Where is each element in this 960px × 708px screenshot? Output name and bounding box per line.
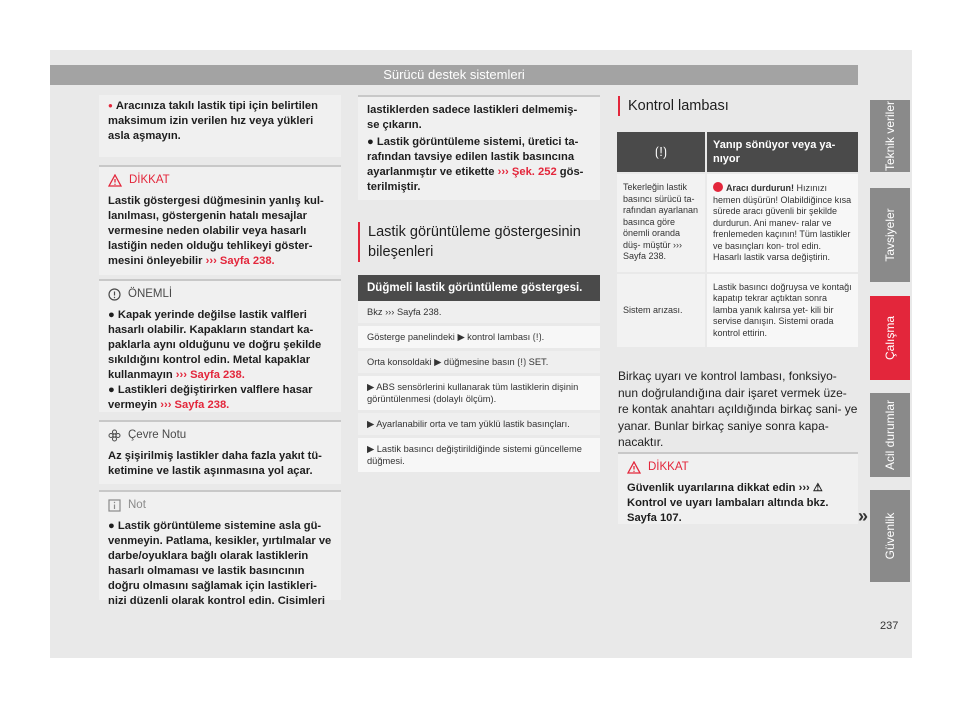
- not-continued-box: [358, 95, 600, 200]
- warning-icon: [108, 174, 122, 187]
- table-row: Bkz ››› Sayfa 238.: [358, 301, 600, 326]
- tab-teknik-veriler[interactable]: [870, 100, 910, 172]
- dikkat-text: Lastik göstergesi düğmesinin yanlış kul- lanılması, göstergenin hatalı mesajlar vermesine neden olabilir veya hasarlı lastiğin neden olduğu tehlikeyi göster- mesini önleyebilir: [108, 195, 324, 267]
- stop-icon: [713, 182, 723, 192]
- tab-label: Tavsiyeler: [883, 208, 897, 262]
- header-status: Yanıp sönüyor veya ya- nıyor: [713, 139, 836, 165]
- cont-text-1: lastiklerden sadece lastikleri delmemiş- se çıkarın.: [367, 104, 578, 131]
- row-action-text: Hızınızı hemen düşürün! Olabildiğince kısa sürede aracı güvenli bir şekilde durdurun. Ani manev- ralar ve frenlemeden kaçının! Tüm lastikler ve basınçları kon- trol edin. Hasarlı lastik varsa değiştirin.: [713, 183, 852, 262]
- bullet-icon: [108, 100, 116, 112]
- flower-icon: [108, 429, 121, 442]
- cont-text-2: ● Lastik görüntüleme sistemi, üretici ta- rafından tavsiye edilen lastik basıncına ayarlanmıştır ve etikette: [367, 136, 579, 178]
- dikkat-ref-link[interactable]: ››› Sayfa 238.: [205, 255, 275, 267]
- onemli-item2: ● Lastikleri değiştirirken valflere hasar vermeyin: [108, 384, 313, 411]
- right-dikkat-text: Güvenlik uyarılarına dikkat edin ››› ⚠ Kontrol ve uyarı lambaları altında bkz. Sayfa 107.: [627, 482, 829, 524]
- tab-label: Acil durumlar: [883, 399, 897, 471]
- page-number: 237: [880, 620, 899, 632]
- dikkat-label: DİKKAT: [648, 461, 689, 473]
- table-row: ▶ Lastik basıncı değiştirildiğinde sistemi güncelleme düğmesi.: [358, 438, 600, 475]
- table-row: [617, 172, 858, 272]
- tab-tavsiyeler[interactable]: [870, 188, 910, 282]
- not-box: [99, 490, 341, 607]
- tab-guvenlik[interactable]: [870, 490, 910, 582]
- tire-pressure-icon: ⟮!⟯: [617, 132, 707, 172]
- table-row: ▶ Ayarlanabilir orta ve tam yüklü lastik basınçları.: [358, 413, 600, 438]
- figure-ref-link[interactable]: ››› Şek. 252: [497, 166, 557, 178]
- continue-chevron-icon: »: [858, 506, 869, 526]
- onemli-item1: ● Kapak yerinde değilse lastik valfleri hasarlı olabilir. Kapakların standart ka- paklarla aynı olduğunu ve doğru şekilde sıkıldığını kontrol edin. Metal kapaklar kullanmayın: [108, 309, 322, 381]
- warning-lamp-table-header: [617, 132, 858, 172]
- table-row: [617, 272, 858, 348]
- tab-acil-durumlar[interactable]: [870, 393, 910, 477]
- warning-lamp-table: [617, 132, 858, 347]
- table-row: ▶ ABS sensörlerini kullanarak tüm lastiklerin dişinin görüntülenmesi (dolaylı ölçüm).: [358, 376, 600, 413]
- section-title: Lastik görüntüleme göstergesinin bileşenleri: [358, 222, 598, 262]
- table-row: Gösterge panelindeki ▶ kontrol lambası ⟮!⟯.: [358, 326, 600, 351]
- note-icon: [108, 499, 121, 512]
- components-table-header: Düğmeli lastik görüntüleme göstergesi.: [358, 275, 600, 301]
- row-action: Lastik basıncı doğruysa ve kontağı kapatıp tekrar açtıktan sonra lamba yanık kalırsa yet- kili bir servise danışın. Sistemi orada kontrol ettirin.: [707, 274, 858, 348]
- components-table: [358, 275, 600, 475]
- kontrol-lambasi-title: Kontrol lambası: [618, 96, 858, 116]
- dikkat-box: [99, 165, 341, 275]
- dikkat-header: [108, 170, 332, 190]
- intro-box: [99, 95, 341, 157]
- row-cause: Tekerleğin lastik basıncı sürücü ta- rafından ayarlanan basınca göre önemli oranda düş- müştür ››› Sayfa 238.: [617, 174, 707, 272]
- onemli-header: [108, 284, 332, 304]
- onemli-item2-ref[interactable]: ››› Sayfa 238.: [160, 399, 230, 411]
- cont-text-2-tail: gös- terilmiştir.: [367, 166, 584, 193]
- row-action: [707, 174, 858, 272]
- warning-icon: [627, 461, 641, 474]
- info-circle-icon: [108, 288, 121, 301]
- not-text: ● Lastik görüntüleme sistemine asla gü- venmeyin. Patlama, kesikler, yırtılmalar ve darbe/oyuklara bağlı olarak lastiklerin hasarlı olmaması ve lastik basıncının doğru olmasını sağlamak için lastikleri- nizi düzenli olarak kontrol edin. Cisimleri: [108, 520, 332, 607]
- cevre-text: Az şişirilmiş lastikler daha fazla yakıt tü- ketimine ve lastik aşınmasına yol açar.: [108, 450, 322, 477]
- row-action-bold: Aracı durdurun!: [726, 183, 795, 193]
- onemli-label: ÖNEMLİ: [128, 288, 173, 300]
- dikkat-label: DİKKAT: [129, 174, 170, 186]
- right-dikkat-box: [618, 452, 858, 524]
- tab-label: Teknik veriler: [883, 100, 897, 172]
- row-cause: Sistem arızası.: [617, 274, 707, 348]
- dikkat-header: [627, 457, 849, 477]
- tab-calisma[interactable]: [870, 296, 910, 380]
- table-row: Orta konsoldaki ▶ düğmesine basın ⟮!⟯ SET.: [358, 351, 600, 376]
- intro-text: Aracınıza takılı lastik tipi için belirtilen maksimum izin verilen hız veya yükleri asla aşmayın.: [108, 100, 318, 142]
- cevre-label: Çevre Notu: [128, 429, 187, 441]
- onemli-item1-ref[interactable]: ››› Sayfa 238.: [175, 369, 245, 381]
- cevre-box: [99, 420, 341, 484]
- tab-label: Çalışma: [883, 315, 897, 361]
- not-header: [108, 495, 332, 515]
- page-header: Sürücü destek sistemleri: [50, 65, 858, 85]
- not-label: Not: [128, 499, 146, 511]
- tab-label: Güvenlik: [883, 512, 897, 560]
- warning-lamps-paragraph: Birkaç uyarı ve kontrol lambası, fonksiyo- nun doğrulandığına dair işaret vermek üze- re kontak anahtarı açıldığında birkaç sani- ye yanar. Bunlar birkaç saniye sonra kapa- nacaktır.: [618, 369, 858, 450]
- onemli-box: [99, 279, 341, 412]
- cevre-header: [108, 425, 332, 445]
